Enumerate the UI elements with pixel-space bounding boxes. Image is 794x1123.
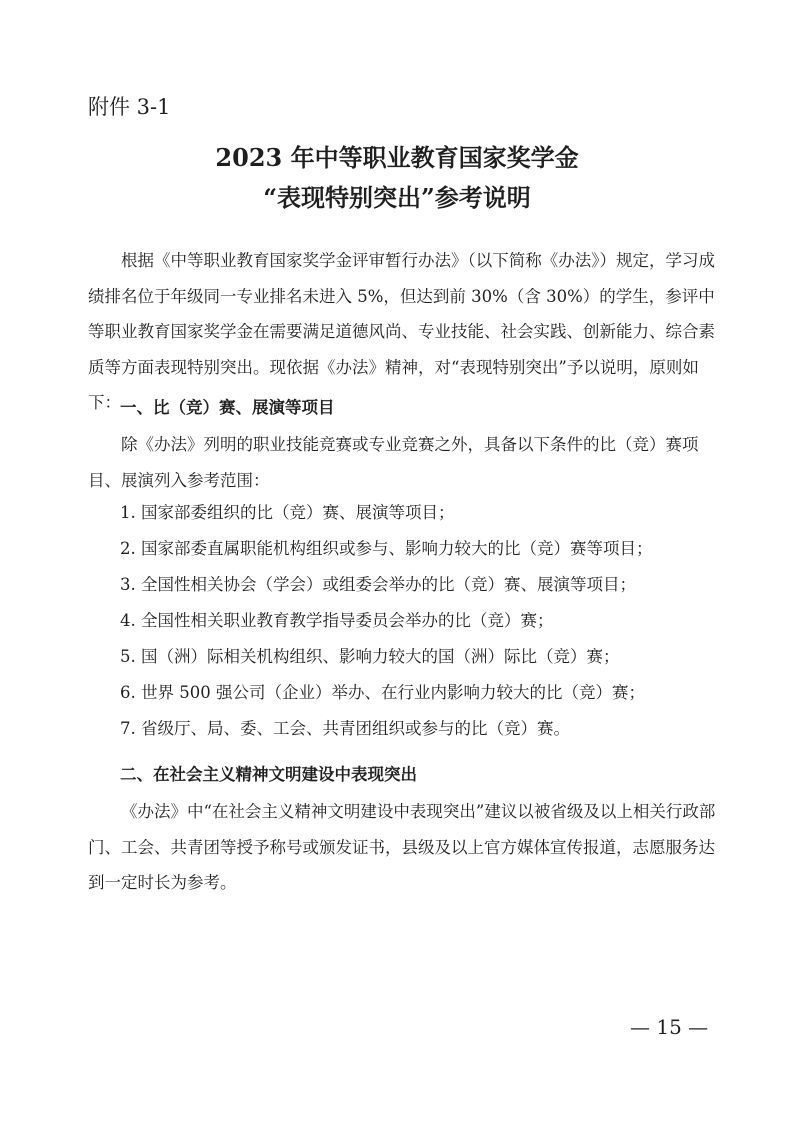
list-item: 3. 全国性相关协会（学会）或组委会举办的比（竞）赛、展演等项目； xyxy=(120,575,636,594)
list-item: 6. 世界 500 强公司（企业）举办、在行业内影响力较大的比（竞）赛； xyxy=(120,683,645,702)
section2-heading: 二、在社会主义精神文明建设中表现突出 xyxy=(120,765,417,784)
attachment-label: 附件 3-1 xyxy=(88,95,171,119)
document-title-line1: 2023 年中等职业教育国家奖学金 xyxy=(215,143,579,172)
list-item: 7. 省级厅、局、委、工会、共青团组织或参与的比（竞）赛。 xyxy=(120,719,570,738)
list-item: 4. 全国性相关职业教育教学指导委员会举办的比（竞）赛； xyxy=(120,611,554,630)
intro-paragraph: 根据《中等职业教育国家奖学金评审暂行办法》（以下简称《办法》）规定，学习成绩排名位于年级同一专业排名未进入 5%，但达到前 30%（含 30%）的学生，参评中等职业教育国家奖学金在需要满足道德风尚、专业技能、社会实践、创新能力、综合素质等方面表现特别突出。现依据《办法》精神，对“表现特别突出”予以说明，原则如下： xyxy=(88,251,715,412)
section2-paragraph: 《办法》中“在社会主义精神文明建设中表现突出”建议以被省级及以上相关行政部门、工会、共青团等授予称号或颁发证书，县级及以上官方媒体宣传报道，志愿服务达到一定时长为参考。 xyxy=(88,802,716,892)
document-title-line2: “表现特别突出”参考说明 xyxy=(263,183,531,212)
list-item: 5. 国（洲）际相关机构组织、影响力较大的国（洲）际比（竞）赛； xyxy=(120,647,620,666)
section1-heading: 一、比（竞）赛、展演等项目 xyxy=(120,398,335,417)
list-item: 1. 国家部委组织的比（竞）赛、展演等项目； xyxy=(120,503,455,522)
page-number: — 15 — xyxy=(630,1015,709,1039)
list-item: 2. 国家部委直属职能机构组织或参与、影响力较大的比（竞）赛等项目； xyxy=(120,539,653,558)
section1-item-list xyxy=(120,498,653,750)
section1-paragraph: 除《办法》列明的职业技能竞赛或专业竞赛之外，具备以下条件的比（竞）赛项目、展演列入参考范围： xyxy=(88,435,699,490)
